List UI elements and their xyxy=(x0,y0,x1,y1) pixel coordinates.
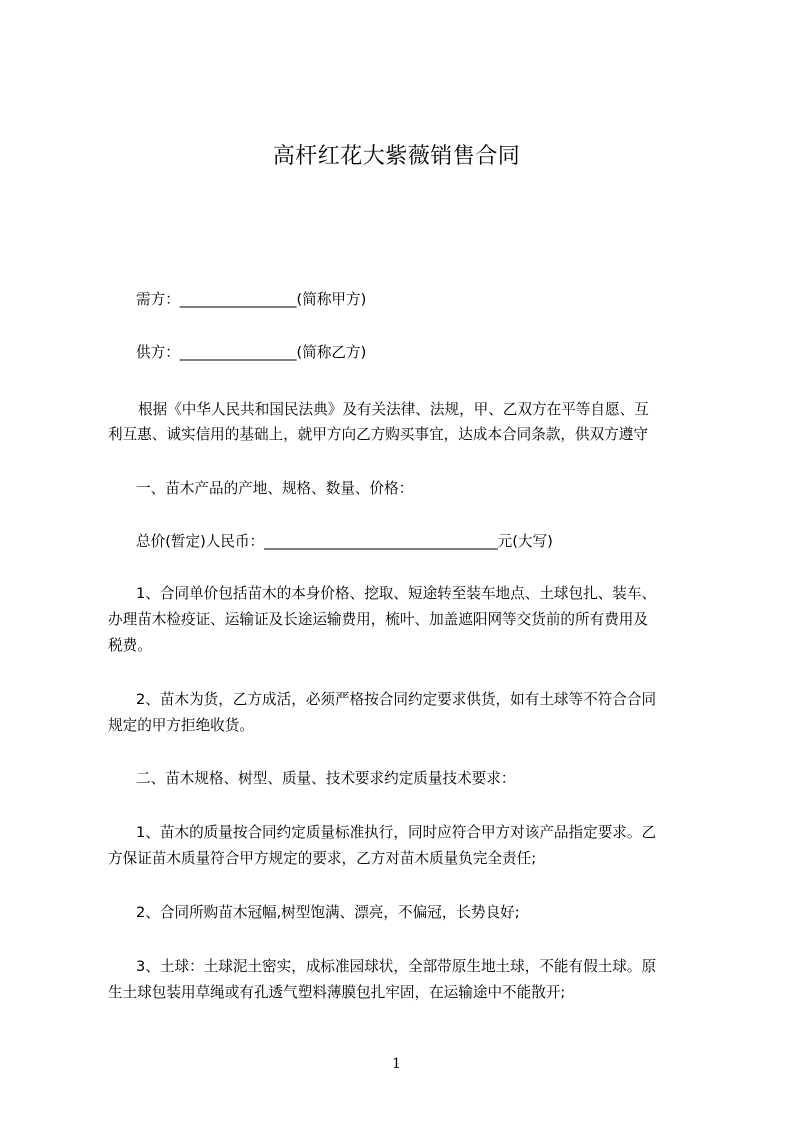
total-price-line: 总价(暂定)人民币：________________________________元(大写) xyxy=(136,533,553,550)
clause-2-1-line-1: 1、苗木的质量按合同约定质量标准执行，同时应符合甲方对该产品指定要求。乙 xyxy=(136,824,657,841)
clause-2-1-line-2: 方保证苗木质量符合甲方规定的要求，乙方对苗木质量负完全责任; xyxy=(108,850,537,867)
clause-1-1-line-2: 办理苗木检疫证、运输证及长途运输费用，梳叶、加盖遮阳网等交货前的所有费用及 xyxy=(108,611,648,628)
section-heading-2: 二、苗木规格、树型、质量、技术要求约定质量技术要求： xyxy=(136,770,516,787)
page-number: 1 xyxy=(392,1056,401,1072)
seller-line: 供方：________________(简称乙方) xyxy=(136,344,367,361)
clause-1-2-line-1: 2、苗木为货，乙方成活，必须严格按合同约定要求供货，如有土球等不符合合同 xyxy=(136,691,657,708)
clause-1-1-line-3: 税费。 xyxy=(108,637,152,654)
preamble-line-2: 利互惠、诚实信用的基础上，就甲方向乙方购买事宜，达成本合同条款，供双方遵守 xyxy=(108,426,648,443)
clause-2-3-line-2: 生土球包装用草绳或有孔透气塑料薄膜包扎牢固，在运输途中不能散开; xyxy=(108,984,566,1001)
clause-1-1-line-1: 1、合同单价包括苗木的本身价格、挖取、短途转至装车地点、土球包扎、装车、 xyxy=(136,585,657,602)
clause-2-3-line-1: 3、土球：土球泥土密实，成标准园球状，全部带原生地土球，不能有假土球。原 xyxy=(136,958,657,975)
preamble-line-1: 根据《中华人民共和国民法典》及有关法律、法规，甲、乙双方在平等自愿、互 xyxy=(138,401,649,418)
section-heading-1: 一、苗木产品的产地、规格、数量、价格： xyxy=(136,480,414,497)
clause-2-2-line: 2、合同所购苗木冠幅,树型饱满、漂亮，不偏冠，长势良好; xyxy=(136,904,520,921)
buyer-line: 需方：________________(简称甲方) xyxy=(136,291,367,308)
document-title: 高杆红花大紫薇销售合同 xyxy=(272,144,521,169)
clause-1-2-line-2: 规定的甲方拒绝收货。 xyxy=(108,717,254,734)
